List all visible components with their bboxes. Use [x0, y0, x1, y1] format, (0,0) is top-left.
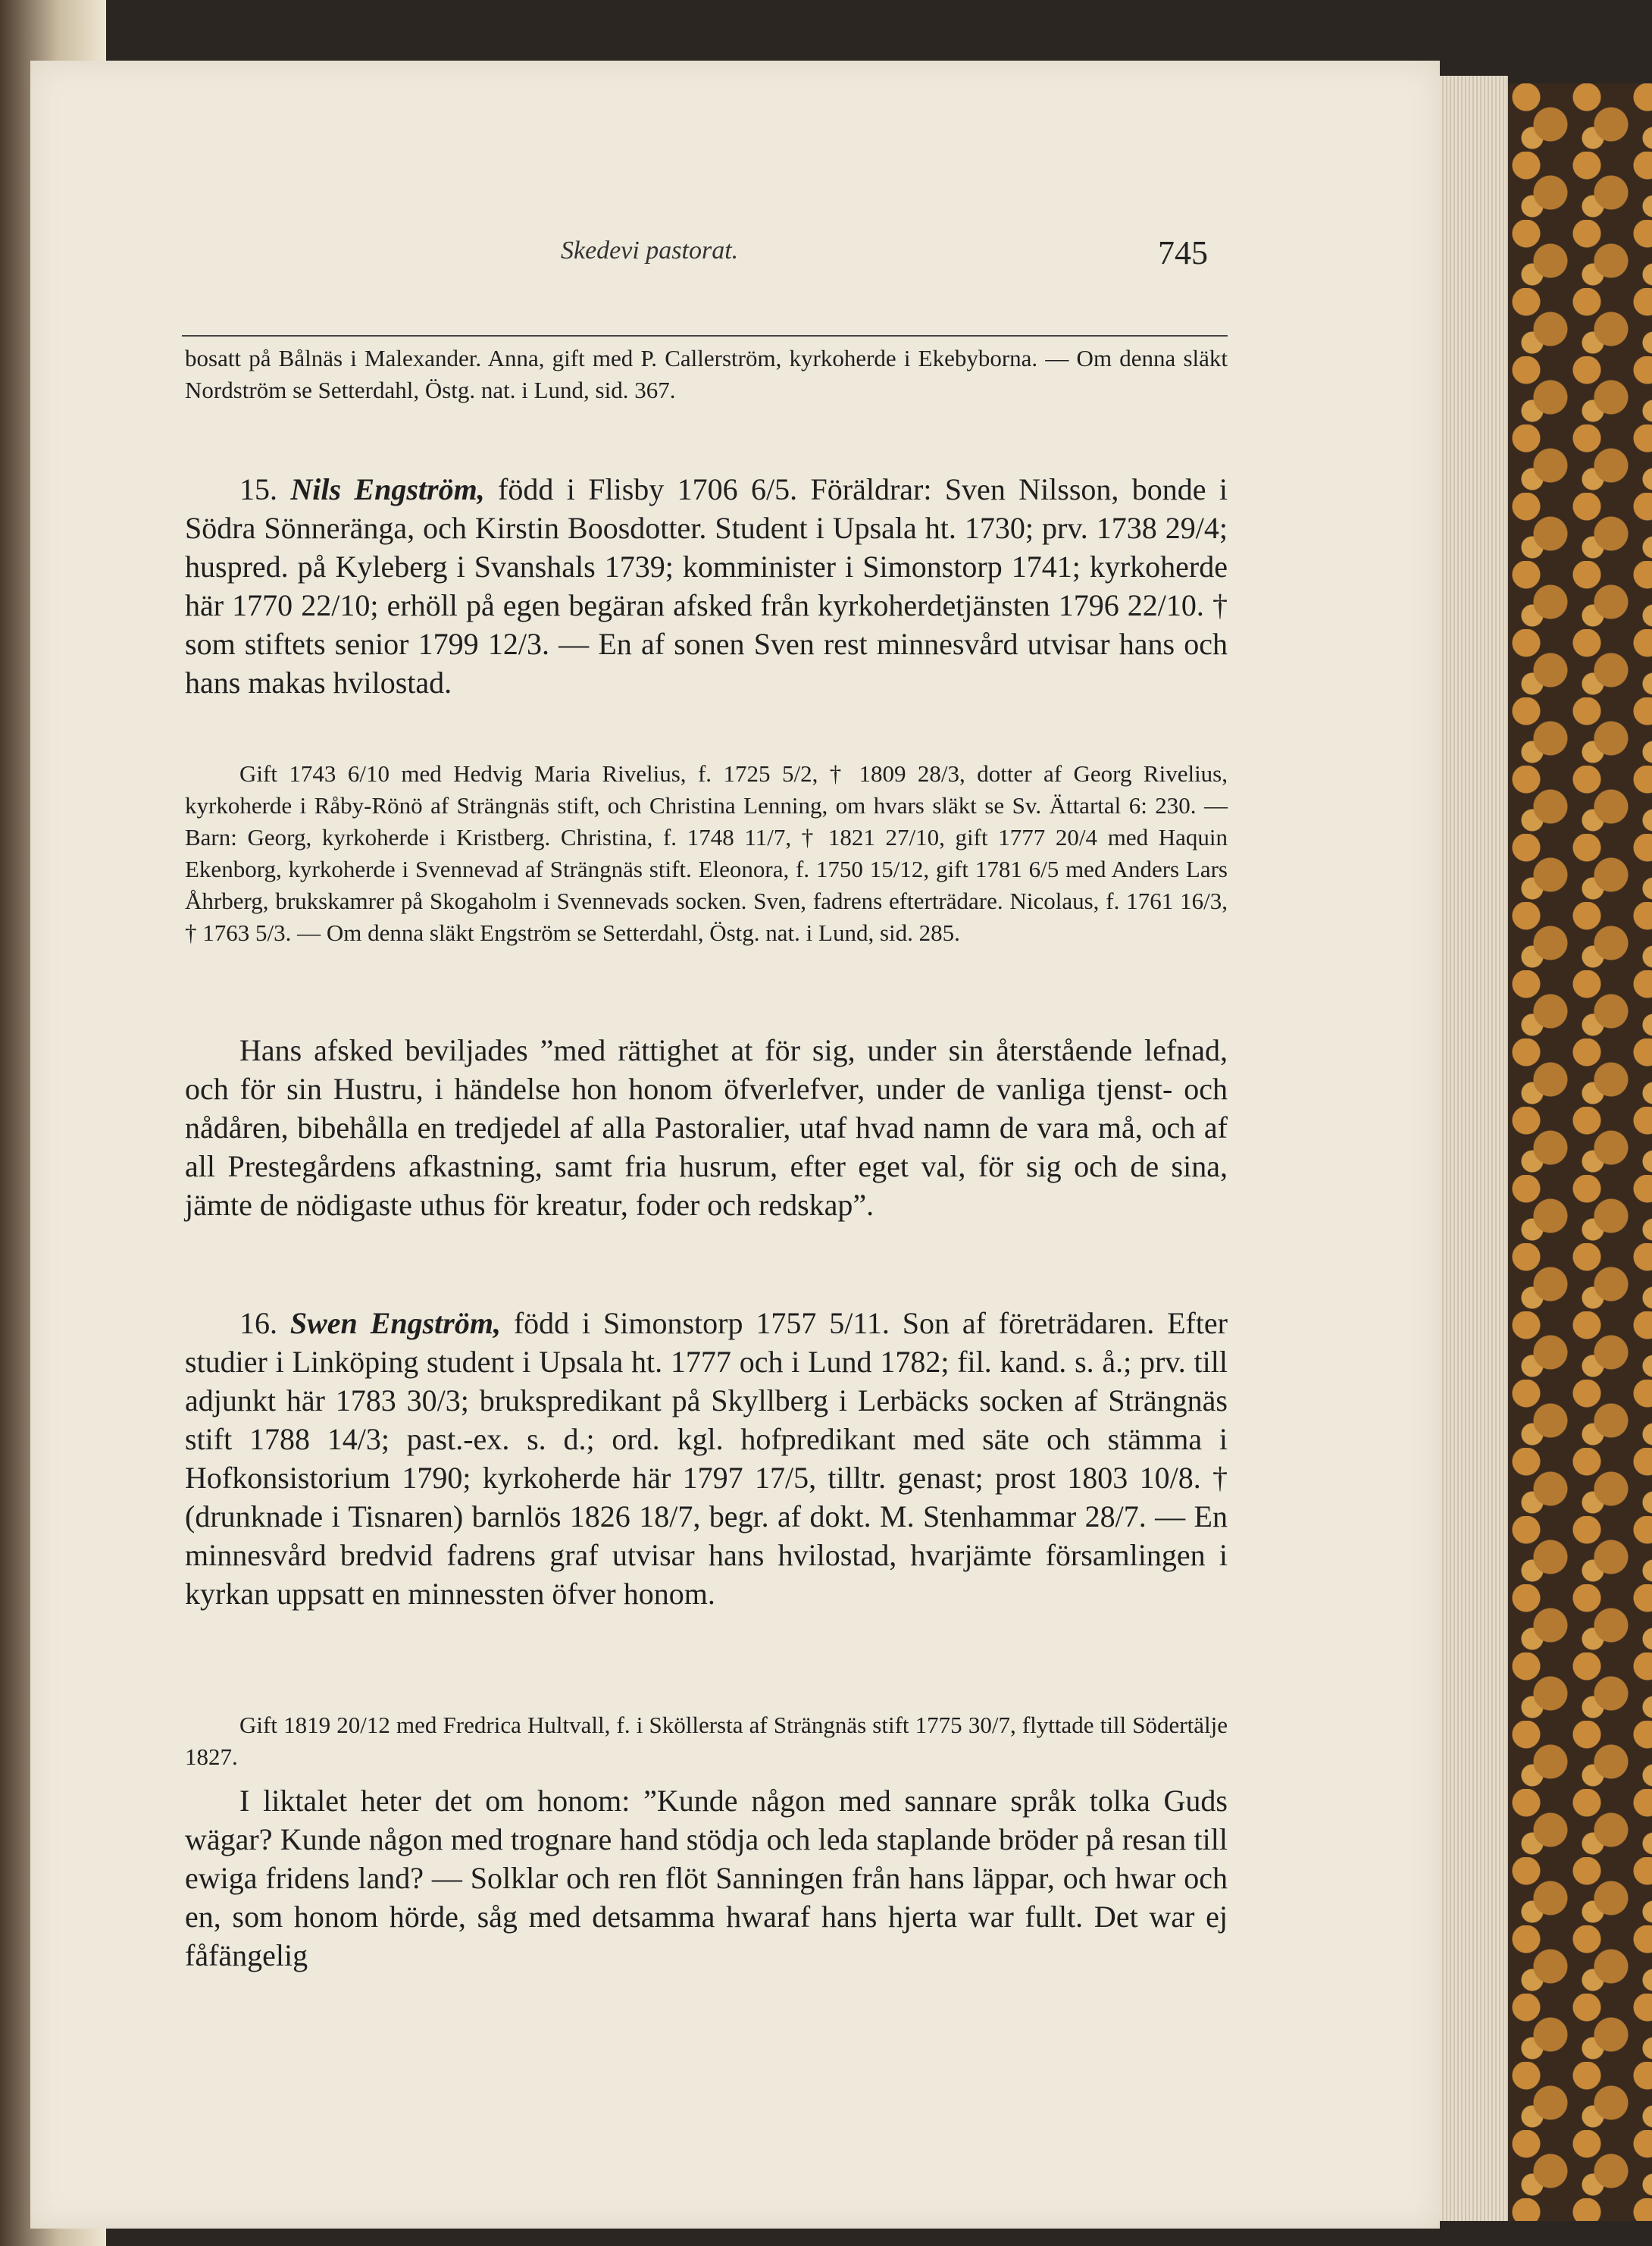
entry-16-number: 16. — [239, 1306, 277, 1340]
entry-16-quote-text: I liktalet heter det om honom: ”Kunde någon med sannare språk tolka Guds wägar? Kunde någon med trognare hand stödja och leda staplande bröder på resan till ewiga fridens land? — Solklar och ren flöt Sanningen från hans läppar, och hwar och en, som honom hörde, såg med detsamma hwaraf hans hjerta war fullt. Det war ej fåfängelig — [185, 1784, 1228, 1972]
header-rule — [182, 335, 1228, 337]
marbled-book-cover — [1508, 83, 1652, 2221]
book-page — [30, 61, 1440, 2229]
entry-16-note — [185, 1709, 1228, 1773]
entry-15-name: Nils Engström, — [290, 472, 485, 506]
page-number: 745 — [1158, 234, 1208, 271]
entry-16-quote — [185, 1781, 1228, 1975]
top-note-text: bosatt på Bålnäs i Malexander. Anna, gift med P. Callerström, kyrkoherde i Ekebyborna. — Om denna släkt Nordström se Setterdahl, Östg. nat. i Lund, sid. 367. — [185, 345, 1228, 403]
top-note — [185, 343, 1228, 406]
entry-16-text: född i Simonstorp 1757 5/11. Son af företrädaren. Efter studier i Linköping student i Upsala ht. 1777 och i Lund 1782; fil. kand. s. å.; prv. till adjunkt här 1783 30/3; brukspredikant på Skyllberg i Lerbäcks socken af Strängnäs stift 1788 14/3; past.-ex. s. d.; ord. kgl. hofpredikant med säte och stämma i Hofkonsistorium 1790; kyrkoherde här 1797 17/5, tilltr. genast; prost 1803 10/8. † (drunknade i Tisnaren) barnlös 1826 18/7, begr. af dokt. M. Stenhammar 28/7. — En minnesvård bredvid fadrens graf utvisar hans hvilostad, hvarjämte församlingen i kyrkan uppsatt en minnessten öfver honom. — [185, 1306, 1228, 1611]
entry-15-note-text: Gift 1743 6/10 med Hedvig Maria Rivelius, f. 1725 5/2, † 1809 28/3, dotter af Georg Rivelius, kyrkoherde i Råby-Rönö af Strängnäs stift, och Christina Lenning, om hvars släkt se Sv. Ättartal 6: 230. — Barn: Georg, kyrkoherde i Kristberg. Christina, f. 1748 11/7, † 1821 27/10, gift 1777 20/4 med Haquin Ekenborg, kyrkoherde i Svennevad af Strängnäs stift. Eleonora, f. 1750 15/12, gift 1781 6/5 med Anders Lars Åhrberg, brukskamrer på Skogaholm i Svennevads socken. Sven, fadrens efterträdare. Nicolaus, f. 1761 16/3, † 1763 5/3. — Om denna släkt Engström se Setterdahl, Östg. nat. i Lund, sid. 285. — [185, 760, 1228, 946]
entry-16-name: Swen Engström, — [289, 1306, 501, 1340]
entry-15-number: 15. — [239, 472, 277, 506]
entry-15-note — [185, 758, 1228, 949]
entry-15-quote-text: Hans afsked beviljades ”med rättighet at för sig, under sin återstående lefnad, och för sin Hustru, i händelse hon honom öfverlefver, under de vanliga tjenst- och nådåren, bibehålla en tredjedel af alla Pastoralier, utaf hvad namn de vara må, och af all Prestegårdens afkastning, samt fria husrum, efter eget val, för sig och de sina, jämte de nödigaste uthus för kreatur, foder och redskap”. — [185, 1033, 1228, 1222]
running-header-title: Skedevi pastorat. — [561, 237, 739, 265]
entry-15 — [185, 470, 1228, 702]
entry-15-quote — [185, 1031, 1228, 1224]
entry-16-note-text: Gift 1819 20/12 med Fredrica Hultvall, f. i Sköllersta af Strängnäs stift 1775 30/7, flyttade till Södertälje 1827. — [185, 1712, 1228, 1770]
entry-15-text: född i Flisby 1706 6/5. Föräldrar: Sven Nilsson, bonde i Södra Sönneränga, och Kirstin Boosdotter. Student i Upsala ht. 1730; prv. 1738 29/4; huspred. på Kyleberg i Svanshals 1739; komminister i Simonstorp 1741; kyrkoherde här 1770 22/10; erhöll på egen begäran afsked från kyrkoherdetjänsten 1796 22/10. † som stiftets senior 1799 12/3. — En af sonen Sven rest minnesvård utvisar hans och hans makas hvilostad. — [185, 472, 1228, 700]
entry-16 — [185, 1304, 1228, 1613]
